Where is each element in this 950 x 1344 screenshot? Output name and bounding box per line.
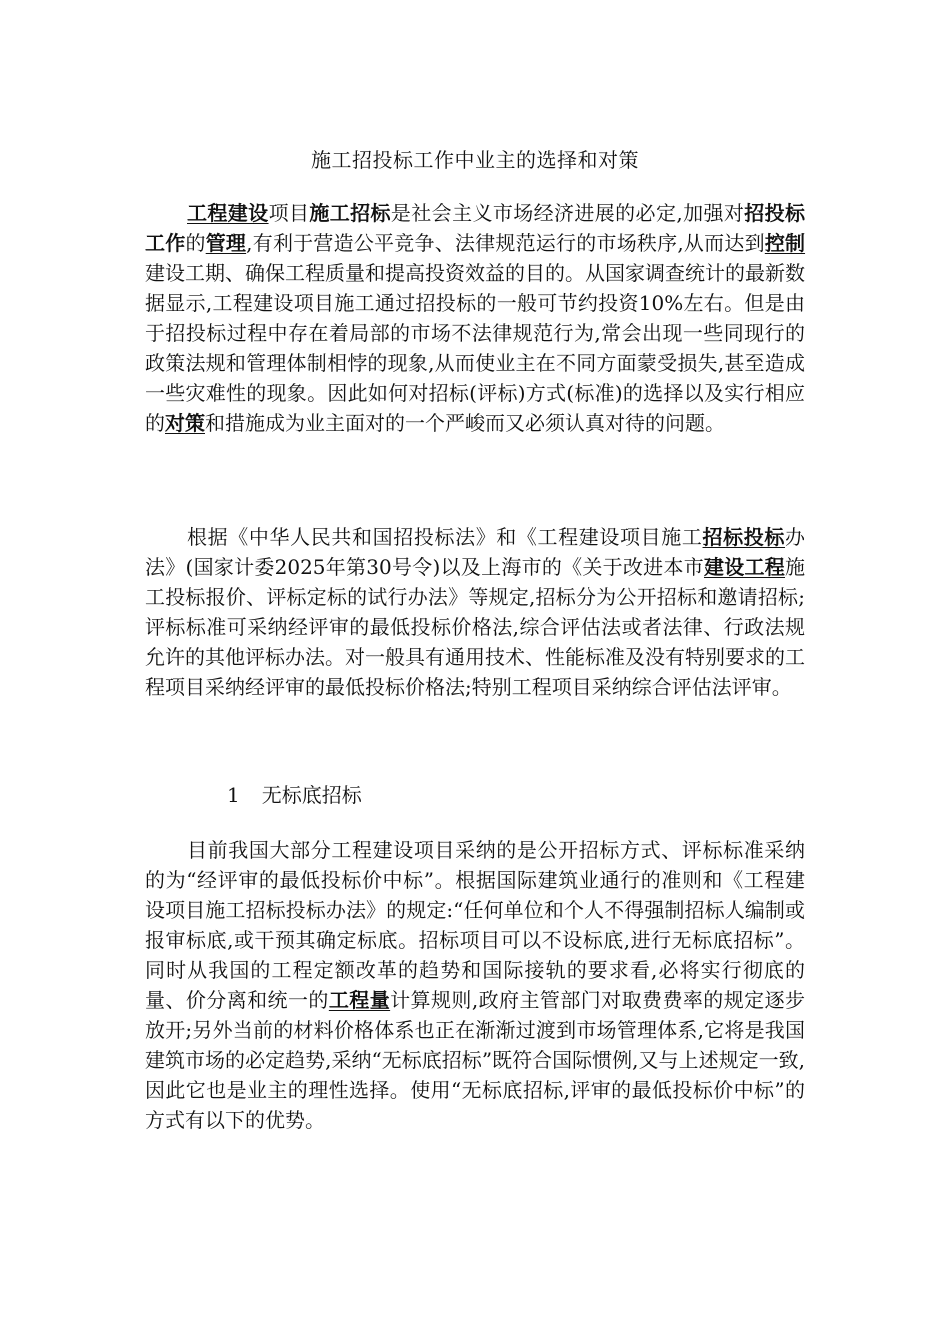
link-control[interactable]: 控制 bbox=[764, 231, 806, 255]
paragraph-text: 施工投标报价、评标定标的试行办法》等规定,招标分为公开招标和邀请招标;评标标准可采纳经评审的最低投标价格法,综合评估法或者法律、行政法规允许的其他评标办法。对一般具有通用技术、性能标准及没有特别要求的工程项目采纳经评审的最低投标价格法;特别工程项目采纳综合评估法评审。 bbox=[145, 555, 806, 699]
paragraph-text: 的 bbox=[185, 231, 206, 255]
paragraph-text: 建设工期、确保工程质量和提高投资效益的目的。从国家调查统计的最新数据显示,工程建设项目施工通过招投标的一般可节约投资10%左右。但是由于招投标过程中存在着局部的市场不法律规范行为,常会出现一些同现行的政策法规和管理体制相悖的现象,从而使业主在不同方面蒙受损失,甚至造成一些灾难性的现象。因此如何对招标(评标)方式(标准)的选择以及实行相应的 bbox=[145, 261, 805, 435]
link-quantities[interactable]: 工程量 bbox=[328, 988, 391, 1012]
paragraph-text: 是社会主义市场经济进展的必定,加强对 bbox=[390, 201, 745, 225]
keyword-bidding-work: 招投标工作 bbox=[145, 201, 806, 255]
paragraph-introduction bbox=[145, 198, 805, 438]
paragraph-text: 根据《中华人民共和国招投标法》和《工程建设项目施工 bbox=[187, 525, 703, 549]
link-management[interactable]: 管理 bbox=[205, 231, 247, 255]
paragraph-text: 目前我国大部分工程建设项目采纳的是公开招标方式、评标标准采纳的为“经评审的最低投标价中标”。根据国际建筑业通行的准则和《工程建设项目施工招标投标办法》的规定:“任何单位和个人不得强制招标人编制或报审标底,或干预其确定标底。招标项目可以不设标底,进行无标底招标”。同时从我国的工程定额改革的趋势和国际接轨的要求看,必将实行彻底的量、价分离和统一的 bbox=[145, 838, 805, 1012]
paragraph-text: 和措施成为业主面对的一个严峻而又必须认真对待的问题。 bbox=[205, 411, 725, 435]
keyword-construction-bidding: 施工招标 bbox=[309, 201, 391, 225]
paragraph-text: 办法》(国家计委2025年第30号令)以及上海市的《关于改进本市 bbox=[145, 525, 806, 579]
section-heading bbox=[227, 780, 362, 810]
document-title: 施工招投标工作中业主的选择和对策 bbox=[311, 148, 639, 172]
link-engineering-construction[interactable]: 工程建设 bbox=[187, 201, 269, 225]
paragraph-text: 项目 bbox=[268, 201, 310, 225]
section-title: 无标底招标 bbox=[261, 783, 362, 807]
link-countermeasures[interactable]: 对策 bbox=[165, 411, 205, 435]
paragraph-text: 计算规则,政府主管部门对取费费率的规定逐步放开;另外当前的材料价格体系也正在渐渐过渡到市场管理体系,它将是我国建筑市场的必定趋势,采纳“无标底招标”既符合国际惯例,又与上述规定一致,因此它也是业主的理性选择。使用“无标底招标,评审的最低投标价中标”的方式有以下的优势。 bbox=[145, 988, 806, 1132]
link-bidding-tendering[interactable]: 招标投标 bbox=[702, 525, 786, 549]
paragraph-regulations bbox=[145, 522, 805, 702]
section-number: 1 bbox=[227, 783, 240, 807]
paragraph-text: ,有利于营造公平竞争、法律规范运行的市场秩序,从而达到 bbox=[246, 231, 765, 255]
link-construction-engineering[interactable]: 建设工程 bbox=[703, 555, 786, 579]
paragraph-no-base-price bbox=[145, 835, 805, 1135]
